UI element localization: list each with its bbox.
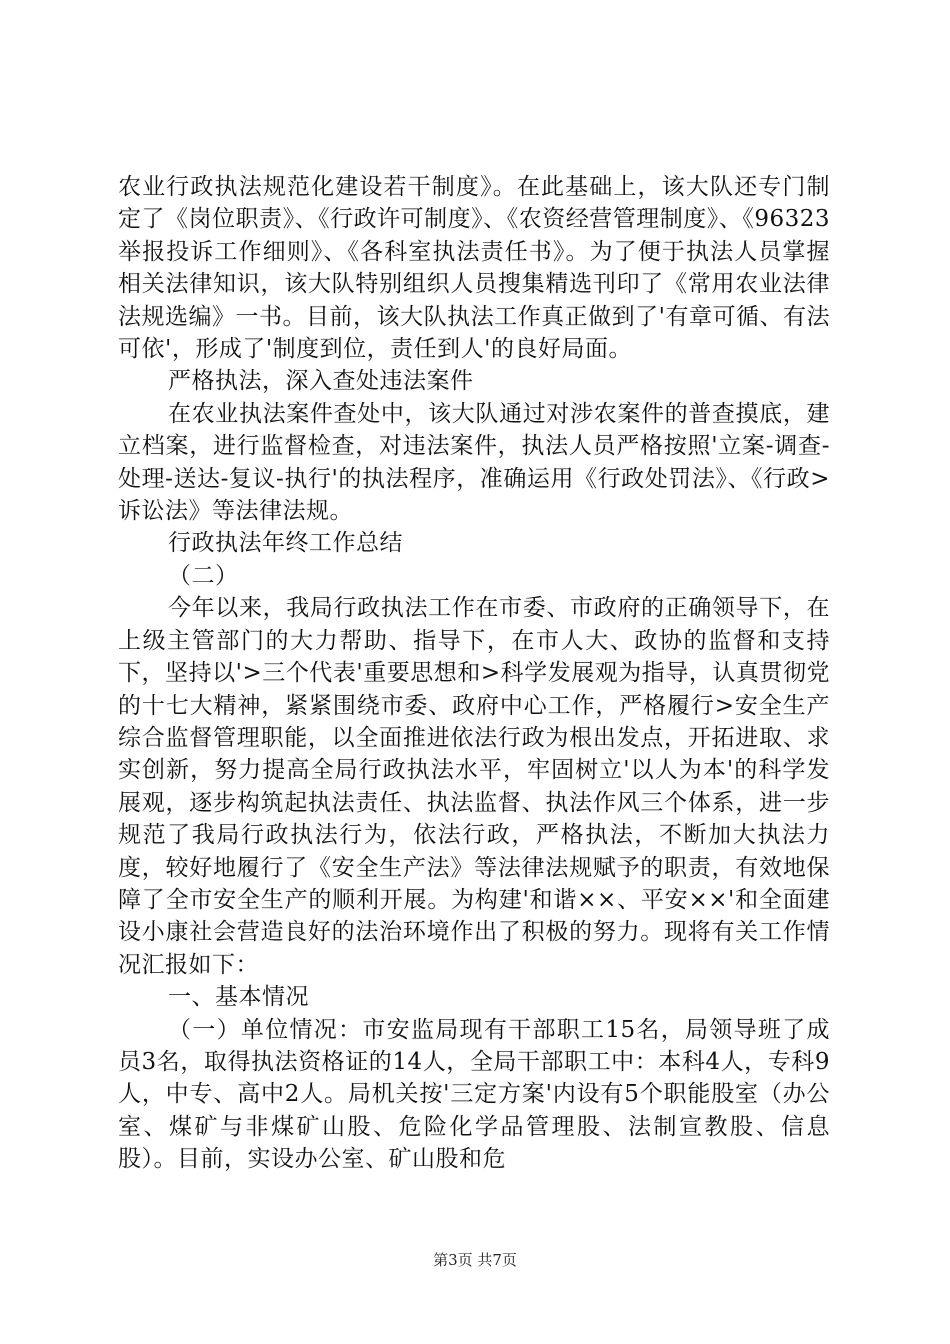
paragraph-case-handling: 在农业执法案件查处中，该大队通过对涉农案件的普查摸底，建立档案，进行监督检查，对违法案件，执法人员严格按照'立案-调查-处理-送达-复议-执行'的执法程序，准确运用《行政处罚法》、《行政>诉讼法》等法律法规。: [118, 400, 830, 525]
section-heading-strict-enforcement: 严格执法，深入查处违法案件: [168, 368, 474, 395]
paragraph-unit-situation: （一）单位情况：市安监局现有干部职工15名，局领导班了成员3名，取得执法资格证的14人，全局干部职工中：本科4人，专科9人，中专、高中2人。局机关按'三定方案'内设有5个职能股室（办公室、煤矿与非煤矿山股、危险化学品管理股、法制宣教股、信息股）。目前，实设办公室、矿山股和危: [118, 1016, 830, 1173]
paragraph-rules-continuation: 农业行政执法规范化建设若干制度》。在此基础上，该大队还专门制定了《岗位职责》、《行政许可制度》、《农资经营管理制度》、《96323举报投诉工作细则》、《各科室执法责任书》。为了便于执法人员掌握相关法律知识，该大队特别组织人员搜集精选刊印了《常用农业法律法规选编》一书。目前，该大队执法工作真正做到了'有章可循、有法可依'，形成了'制度到位，责任到人'的良好局面。: [118, 174, 830, 363]
section-heading-basic-situation: 一、基本情况: [168, 984, 309, 1011]
paragraph-introduction: 今年以来，我局行政执法工作在市委、市政府的正确领导下，在上级主管部门的大力帮助、指导下，在市人大、政协的监督和支持下，坚持以'>三个代表'重要思想和>科学发展观为指导，认真贯彻党的十七大精神，紧紧围绕市委、政府中心工作，严格履行>安全生产综合监督管理职能，以全面推进依法行政为根出发点，开拓进取、求实创新，努力提高全局行政执法水平，牢固树立'以人为本'的科学发展观，逐步构筑起执法责任、执法监督、执法作风三个体系，进一步规范了我局行政执法行为，依法行政，严格执法，不断加大执法力度，较好地履行了《安全生产法》等法律法规赋予的职责，有效地保障了全市安全生产的顺利开展。为构建'和谐××、平安××'和全面建设小康社会营造良好的法治环境作出了积极的努力。现将有关工作情况汇报如下：: [118, 595, 830, 978]
document-body: [118, 171, 830, 1176]
page-number: 第3页 共7页: [433, 1251, 517, 1269]
document-subtitle: （二）: [168, 562, 239, 589]
document-title: 行政执法年终工作总结: [168, 530, 403, 557]
